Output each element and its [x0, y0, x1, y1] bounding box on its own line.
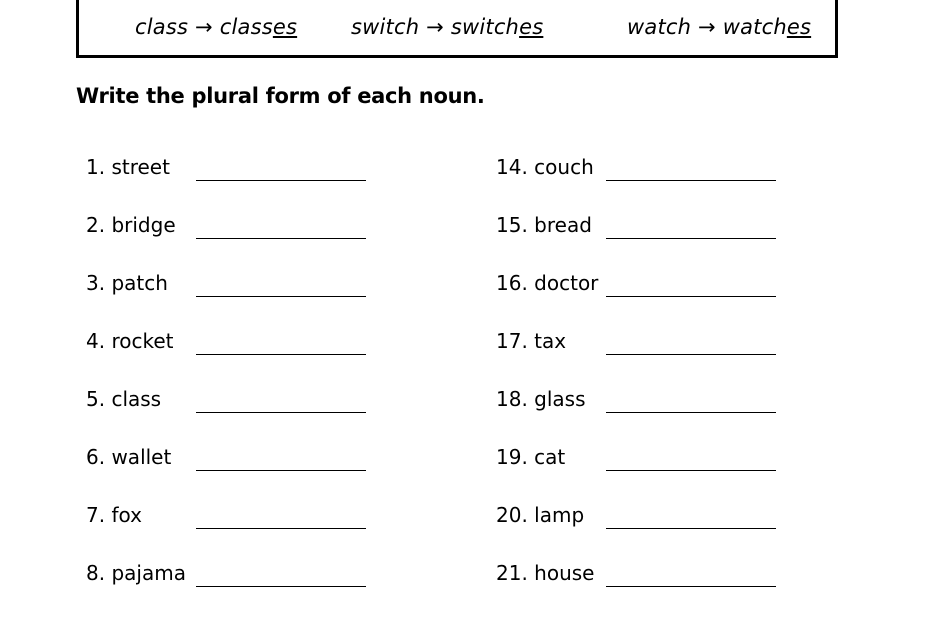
item-word: wallet: [111, 445, 172, 469]
item-word: house: [534, 561, 595, 585]
item-word: pajama: [111, 561, 186, 585]
item-number: 20.: [496, 503, 528, 527]
item-label: [496, 155, 594, 179]
example-plural-ending: es: [786, 15, 812, 39]
example-base: switch: [351, 15, 420, 39]
example-class: [135, 15, 297, 39]
item-label: [86, 329, 173, 353]
instructions: Write the plural form of each noun.: [76, 84, 485, 108]
list-item: [86, 503, 386, 533]
list-item: [496, 271, 796, 301]
example-watch: [627, 15, 811, 39]
list-item: [496, 213, 796, 243]
answer-blank[interactable]: [606, 180, 776, 181]
item-word: glass: [534, 387, 586, 411]
item-label: [496, 503, 584, 527]
item-number: 21.: [496, 561, 528, 585]
list-item: [496, 387, 796, 417]
arrow-icon: →: [426, 15, 444, 39]
list-item: [86, 561, 386, 591]
list-item: [86, 445, 386, 475]
item-label: [86, 561, 186, 585]
item-number: 3.: [86, 271, 106, 295]
list-item: [86, 387, 386, 417]
item-label: [496, 213, 592, 237]
item-label: [86, 445, 171, 469]
answer-blank[interactable]: [196, 180, 366, 181]
item-label: [86, 387, 161, 411]
answer-blank[interactable]: [196, 238, 366, 239]
item-label: [496, 561, 594, 585]
item-number: 19.: [496, 445, 528, 469]
answer-blank[interactable]: [196, 586, 366, 587]
answer-blank[interactable]: [606, 528, 776, 529]
item-label: [496, 387, 586, 411]
arrow-icon: →: [698, 15, 716, 39]
example-plural-stem: switch: [450, 15, 520, 39]
answer-blank[interactable]: [196, 528, 366, 529]
answer-blank[interactable]: [606, 412, 776, 413]
list-item: [86, 271, 386, 301]
list-item: [496, 503, 796, 533]
item-word: cat: [534, 445, 566, 469]
item-word: rocket: [111, 329, 174, 353]
item-number: 2.: [86, 213, 106, 237]
item-number: 16.: [496, 271, 528, 295]
item-number: 7.: [86, 503, 106, 527]
example-base: watch: [627, 15, 692, 39]
item-label: [86, 213, 176, 237]
answer-blank[interactable]: [606, 470, 776, 471]
item-word: patch: [111, 271, 168, 295]
example-plural-stem: class: [219, 15, 273, 39]
answer-blank[interactable]: [196, 354, 366, 355]
examples-box: [76, 0, 838, 58]
item-number: 4.: [86, 329, 106, 353]
example-base: class: [135, 15, 189, 39]
list-item: [496, 155, 796, 185]
item-label: [496, 329, 566, 353]
answer-blank[interactable]: [196, 412, 366, 413]
answer-blank[interactable]: [606, 296, 776, 297]
item-number: 6.: [86, 445, 106, 469]
item-word: couch: [534, 155, 594, 179]
list-item: [86, 213, 386, 243]
example-plural-ending: es: [519, 15, 544, 39]
list-item: [496, 445, 796, 475]
example-plural-ending: es: [272, 15, 298, 39]
item-number: 15.: [496, 213, 528, 237]
item-label: [496, 445, 565, 469]
item-number: 1.: [86, 155, 106, 179]
item-number: 18.: [496, 387, 528, 411]
answer-blank[interactable]: [196, 296, 366, 297]
item-label: [496, 271, 598, 295]
item-label: [86, 155, 170, 179]
answer-blank[interactable]: [606, 586, 776, 587]
item-label: [86, 503, 142, 527]
item-word: class: [111, 387, 162, 411]
arrow-icon: →: [195, 15, 213, 39]
item-word: lamp: [534, 503, 585, 527]
item-word: doctor: [534, 271, 599, 295]
item-label: [86, 271, 168, 295]
item-word: bread: [534, 213, 592, 237]
example-plural-stem: watch: [722, 15, 787, 39]
item-number: 14.: [496, 155, 528, 179]
item-word: tax: [534, 329, 567, 353]
list-item: [496, 329, 796, 359]
list-item: [86, 329, 386, 359]
item-number: 5.: [86, 387, 106, 411]
item-word: fox: [111, 503, 142, 527]
item-word: bridge: [111, 213, 176, 237]
answer-blank[interactable]: [606, 354, 776, 355]
item-word: street: [111, 155, 170, 179]
answer-blank[interactable]: [606, 238, 776, 239]
item-number: 8.: [86, 561, 106, 585]
item-number: 17.: [496, 329, 528, 353]
list-item: [496, 561, 796, 591]
example-switch: [351, 15, 543, 39]
answer-blank[interactable]: [196, 470, 366, 471]
list-item: [86, 155, 386, 185]
